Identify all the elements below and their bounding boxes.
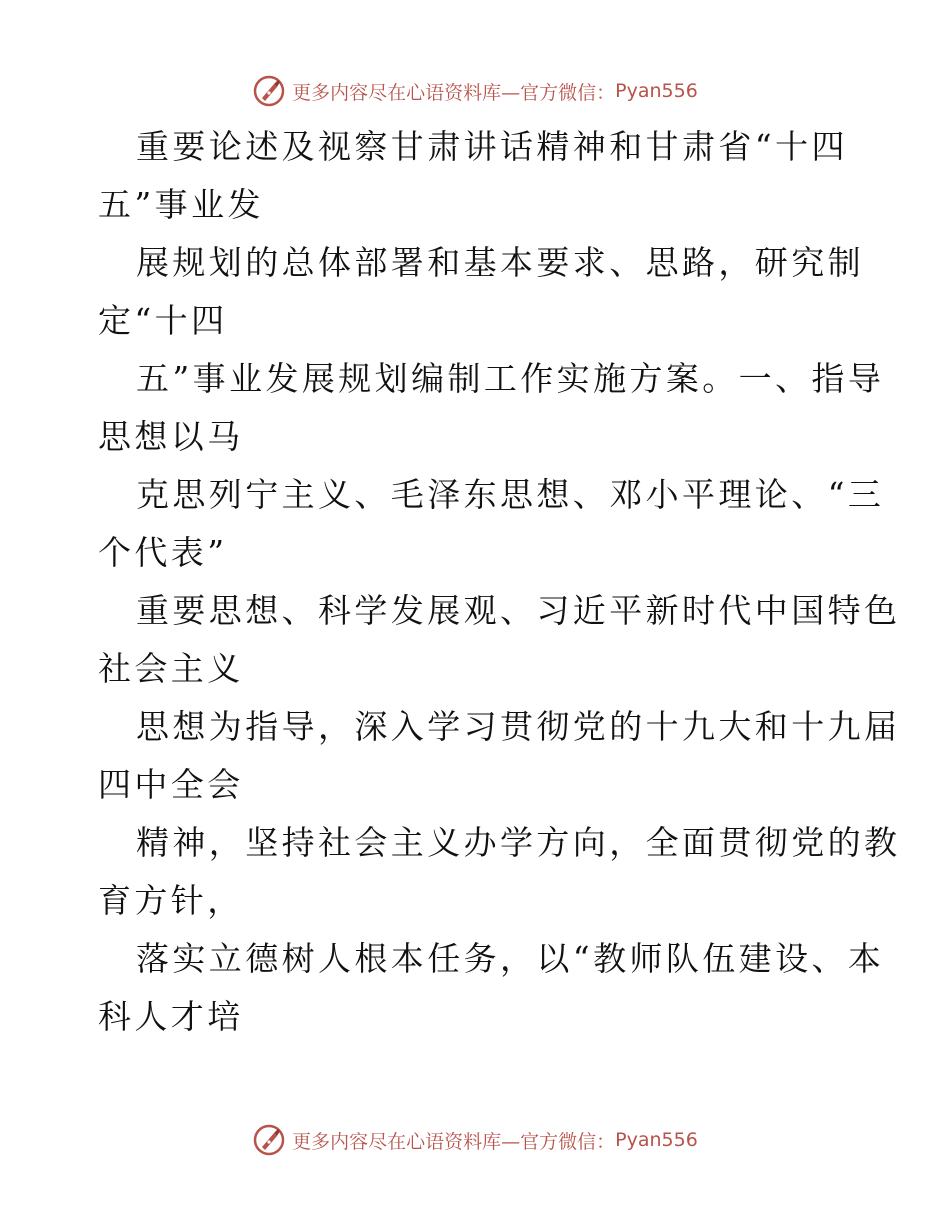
paragraph-line: 克思列宁主义、毛泽东思想、邓小平理论、“三 <box>136 475 885 514</box>
paragraph-line: 重要思想、科学发展观、习近平新时代中国特色 <box>136 591 901 630</box>
paragraph-line: 展规划的总体部署和基本要求、思路，研究制 <box>136 243 864 282</box>
pen-nib-logo-icon <box>252 74 286 108</box>
paragraph-line-wrap: 个代表” <box>98 533 228 572</box>
paragraph <box>98 814 901 930</box>
paragraph-line-wrap: 育方针， <box>98 881 244 920</box>
paragraph-line-wrap: 四中全会 <box>98 765 244 804</box>
paragraph-line: 五”事业发展规划编制工作实施方案。一、指导 <box>136 359 885 398</box>
paragraph-line-wrap: 五”事业发 <box>98 185 264 224</box>
paragraph-line-wrap: 社会主义 <box>98 649 244 688</box>
paragraph-line: 落实立德树人根本任务，以“教师队伍建设、本 <box>136 939 885 978</box>
footer-banner-text: 更多内容尽在心语资料库—官方微信： <box>292 1130 616 1153</box>
footer-wechat-id: Pyan556 <box>615 1129 698 1151</box>
paragraph-line-wrap: 科人才培 <box>98 997 244 1036</box>
paragraph-line-wrap: 思想以马 <box>98 417 244 456</box>
paragraph <box>98 930 885 1046</box>
paragraph <box>98 466 885 582</box>
header-banner <box>0 71 950 111</box>
header-banner-text: 更多内容尽在心语资料库—官方微信： <box>292 81 616 104</box>
header-wechat-id: Pyan556 <box>615 80 698 102</box>
paragraph-line: 精神，坚持社会主义办学方向，全面贯彻党的教 <box>136 823 901 862</box>
footer-banner <box>0 1120 950 1160</box>
paragraph <box>98 698 901 814</box>
document-body <box>98 118 901 1046</box>
paragraph-line: 思想为指导，深入学习贯彻党的十九大和十九届 <box>136 707 901 746</box>
paragraph <box>98 234 864 350</box>
paragraph-line-wrap: 定“十四 <box>98 301 228 340</box>
paragraph-line: 重要论述及视察甘肃讲话精神和甘肃省“十四 <box>136 127 848 166</box>
paragraph <box>98 118 858 234</box>
paragraph <box>98 582 901 698</box>
paragraph <box>98 350 885 466</box>
pen-nib-logo-icon <box>252 1123 286 1157</box>
